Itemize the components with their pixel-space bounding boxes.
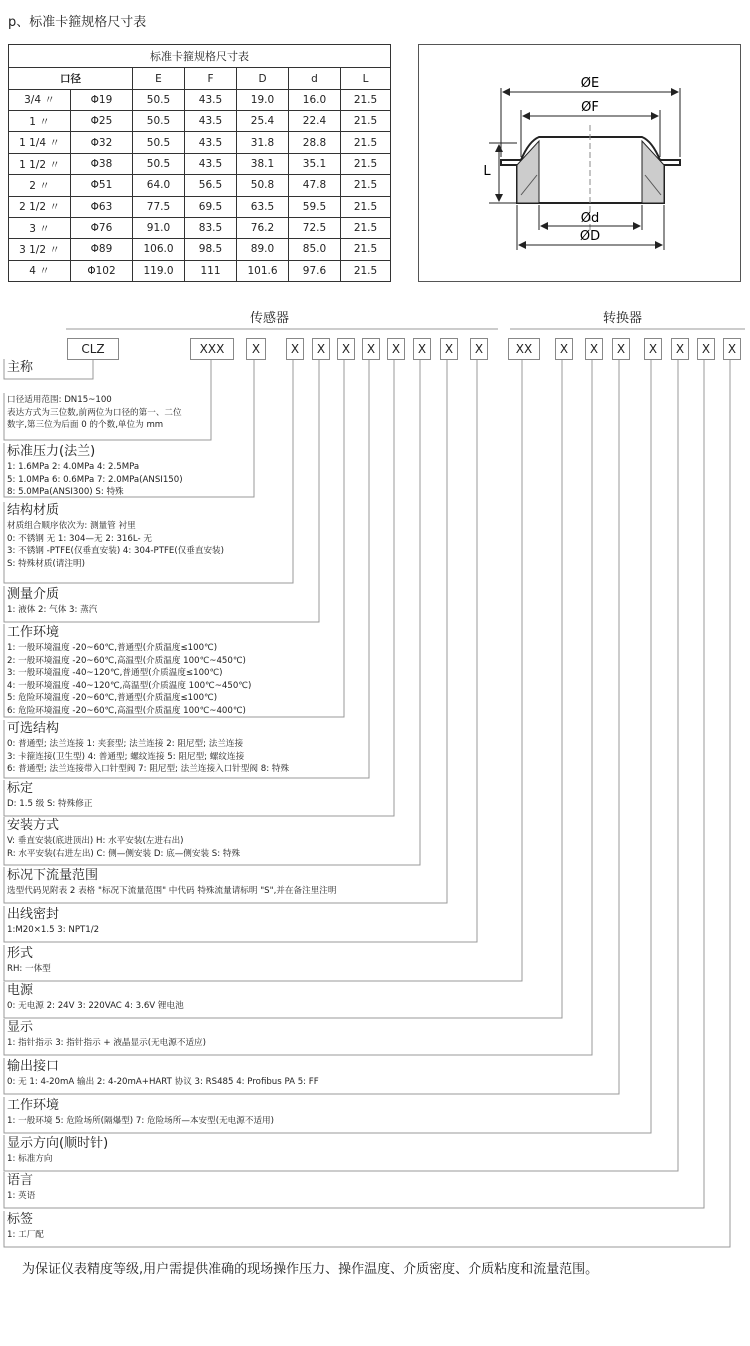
section-option-line: 1:M20×1.5 3: NPT1/2 [7,925,100,935]
code-material: X [286,338,304,360]
table-cell: 21.5 [341,132,391,153]
label-d: Ød [580,211,600,226]
table-cell: Φ25 [71,111,133,132]
section-option-line: 1: 1.6MPa 2: 4.0MPa 4: 2.5MPa [7,462,140,472]
header-cell: E [133,68,185,89]
table-cell: 106.0 [133,239,185,260]
page-title: p、标准卡箍规格尺寸表 [8,15,147,30]
section-option-line: 3: 卡箍连接(卫生型) 4: 普通型; 螺纹连接 5: 阻尼型; 螺纹连接 [7,751,245,762]
code-output: X [612,338,630,360]
table-cell: Φ102 [71,260,133,281]
header-cell: F [185,68,237,89]
table-cell: 50.5 [133,111,185,132]
section-option-line: 1: 指针指示 3: 指针指示 + 液晶显示(无电源不适应) [7,1038,206,1048]
table-cell: 25.4 [237,111,289,132]
section-option-line: 选型代码见附表 2 表格 "标况下流量范围" 中代码 特殊流量请标明 "S",并在备注里注明 [7,886,337,896]
table-cell: 101.6 [237,260,289,281]
table-cell: 1 〃 [9,111,71,132]
sensor-group-title: 传感器 [250,311,290,326]
header-cell: d [289,68,341,89]
table-cell: 21.5 [341,239,391,260]
section-option-line: 口径适用范围: DN15~100 [7,395,112,405]
table-cell: 63.5 [237,196,289,217]
table-cell: 64.0 [133,175,185,196]
table-cell: 28.8 [289,132,341,153]
label-L: L [483,164,491,179]
table-cell: 43.5 [185,111,237,132]
section-option-line: 0: 无电源 2: 24V 3: 220VAC 4: 3.6V 锂电池 [7,1001,184,1011]
section-option-line: 1: 一般环境 5: 危险场所(隔爆型) 7: 危险场所—本安型(无电源不适用) [7,1116,275,1126]
converter-group-title: 转换器 [603,311,643,326]
code-display: X [585,338,603,360]
section-option-line: 数字,第三位为后面 0 的个数,单位为 mm [7,420,164,431]
section-title: 标签 [7,1212,34,1227]
label-D: ØD [579,229,601,244]
code-work-env: X [644,338,662,360]
section-option-line: 8: 5.0MPa(ANSI300) S: 特殊 [7,487,124,498]
table-cell: 38.1 [237,153,289,174]
table-cell: 21.5 [341,217,391,238]
section-option-line: V: 垂直安装(底进顶出) H: 水平安装(左进右出) [7,836,184,846]
table-cell: 72.5 [289,217,341,238]
table-caption: 标准卡箍规格尺寸表 [9,45,391,68]
section-option-line: 2: 一般环境温度 -20~60℃,高温型(介质温度 100℃~450℃) [7,655,246,666]
table-cell: 3 〃 [9,217,71,238]
section-title: 结构材质 [7,503,60,518]
code-environment: X [337,338,355,360]
section-title: 工作环境 [7,1098,60,1113]
table-cell: 31.8 [237,132,289,153]
table-cell: 22.4 [289,111,341,132]
table-cell: 4 〃 [9,260,71,281]
section-title: 工作环境 [7,625,60,640]
table-cell: Φ32 [71,132,133,153]
table-cell: 91.0 [133,217,185,238]
code-form: XX [508,338,540,360]
section-option-line: S: 特殊材质(请注明) [7,558,85,569]
section-option-line: 0: 不锈钢 无 1: 304—无 2: 316L- 无 [7,533,152,544]
code-medium: X [312,338,330,360]
table-cell: 97.6 [289,260,341,281]
section-option-line: 5: 危险环境温度 -20~60℃,普通型(介质温度≤100℃) [7,693,218,704]
section-title: 可选结构 [7,721,60,736]
table-cell: 89.0 [237,239,289,260]
section-title: 主称 [7,360,34,375]
section-title: 标定 [7,781,34,796]
code-language: X [697,338,715,360]
table-cell: Φ51 [71,175,133,196]
section-option-line: 3: 不锈钢 -PTFE(仅垂直安装) 4: 304-PTFE(仅垂直安装) [7,546,224,557]
section-option-line: R: 水平安装(右进左出) C: 侧—侧安装 D: 底—侧安装 S: 特殊 [7,848,241,859]
table-cell: 21.5 [341,260,391,281]
table-cell: 21.5 [341,153,391,174]
section-title: 测量介质 [7,587,60,602]
table-cell: 2 〃 [9,175,71,196]
code-caliber: XXX [190,338,234,360]
section-option-line: 0: 无 1: 4-20mA 输出 2: 4-20mA+HART 协议 3: RS485 4: Profibus PA 5: FF [7,1077,319,1087]
section-option-line: 6: 普通型; 法兰连接带入口针型阀 7: 阻尼型; 法兰连接入口针型阀 8: 特殊 [7,764,290,775]
table-cell: 21.5 [341,111,391,132]
table-cell: 59.5 [289,196,341,217]
section-option-line: 1: 液体 2: 气体 3: 蒸汽 [7,605,98,615]
section-title: 形式 [7,946,34,961]
section-option-line: 5: 1.0MPa 6: 0.6MPa 7: 2.0MPa(ANSI150) [7,474,183,485]
section-option-line: RH: 一体型 [7,964,51,974]
table-cell: 77.5 [133,196,185,217]
table-cell: 43.5 [185,89,237,110]
section-option-line: 表达方式为三位数,前两位为口径的第一、二位 [7,407,182,418]
section-option-line: 0: 普通型; 法兰连接 1: 夹套型; 法兰连接 2: 阻尼型; 法兰连接 [7,739,244,749]
section-title: 标况下流量范围 [7,868,99,883]
header-cell: L [341,68,391,89]
table-cell: 50.5 [133,132,185,153]
table-cell: Φ76 [71,217,133,238]
table-cell: 43.5 [185,153,237,174]
table-cell: 50.5 [133,153,185,174]
table-cell: Φ38 [71,153,133,174]
code-power: X [555,338,573,360]
section-title: 显示方向(顺时针) [7,1136,109,1151]
code-calibration: X [387,338,405,360]
table-cell: 69.5 [185,196,237,217]
table-cell: Φ63 [71,196,133,217]
table-cell: 35.1 [289,153,341,174]
table-cell: 56.5 [185,175,237,196]
table-cell: 3 1/2 〃 [9,239,71,260]
table-cell: 85.0 [289,239,341,260]
section-title: 显示 [7,1020,34,1035]
code-tag: X [723,338,741,360]
label-E: ØE [580,76,600,91]
table-cell: 111 [185,260,237,281]
section-option-line: 6: 危险环境温度 -20~60℃,高温型(介质温度 100℃~400℃) [7,706,246,716]
table-cell: 119.0 [133,260,185,281]
table-cell: 19.0 [237,89,289,110]
table-cell: 47.8 [289,175,341,196]
section-option-line: 4: 一般环境温度 -40~120℃,高温型(介质温度 100℃~450℃) [7,680,252,691]
table-cell: 1 1/4 〃 [9,132,71,153]
section-title: 标准压力(法兰) [7,444,96,459]
section-title: 安装方式 [7,818,60,833]
code-flow-range: X [440,338,458,360]
section-option-line: 3: 一般环境温度 -40~120℃,普通型(介质温度≤100℃) [7,668,223,679]
section-title: 出线密封 [7,907,60,922]
header-cell: 口径 [9,68,133,89]
code-cable-seal: X [470,338,488,360]
code-structure: X [362,338,380,360]
table-cell: 83.5 [185,217,237,238]
section-option-line: 1: 标准方向 [7,1154,53,1164]
footer-note: 为保证仪表精度等级,用户需提供准确的现场操作压力、操作温度、介质密度、介质粘度和流量范围。 [22,1262,599,1277]
section-option-line: D: 1.5 级 S: 特殊修正 [7,799,93,809]
code-prefix: CLZ [67,338,119,360]
section-title: 语言 [7,1173,34,1188]
table-cell: 50.8 [237,175,289,196]
section-title: 电源 [7,983,34,998]
section-option-line: 1: 工厂配 [7,1230,44,1240]
table-cell: Φ19 [71,89,133,110]
table-cell: Φ89 [71,239,133,260]
code-display-dir: X [671,338,689,360]
table-cell: 76.2 [237,217,289,238]
table-cell: 50.5 [133,89,185,110]
section-option-line: 1: 一般环境温度 -20~60℃,普通型(介质温度≤100℃) [7,643,218,653]
table-cell: 21.5 [341,89,391,110]
table-cell: 21.5 [341,196,391,217]
connector-line [4,360,447,903]
header-cell: D [237,68,289,89]
table-cell: 2 1/2 〃 [9,196,71,217]
table-cell: 98.5 [185,239,237,260]
code-pressure: X [246,338,266,360]
section-title: 输出接口 [7,1059,60,1074]
table-cell: 21.5 [341,175,391,196]
table-cell: 16.0 [289,89,341,110]
label-F: ØF [581,100,599,115]
table-cell: 1 1/2 〃 [9,153,71,174]
table-cell: 3/4 〃 [9,89,71,110]
section-option-line: 材质组合顺序依次为: 测量管 衬里 [7,521,136,531]
table-cell: 43.5 [185,132,237,153]
section-option-line: 1: 英语 [7,1191,36,1201]
code-installation: X [413,338,431,360]
